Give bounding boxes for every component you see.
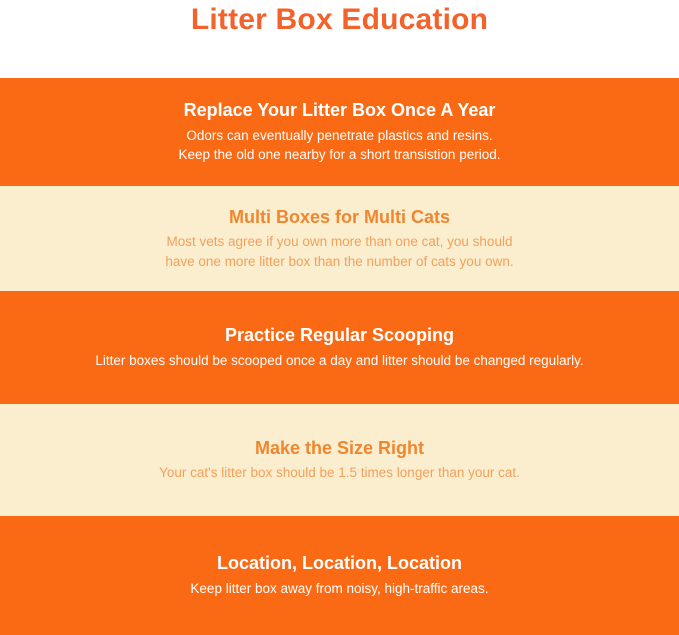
- tip-section-2: [0, 186, 679, 291]
- tip-section-4: [0, 404, 679, 516]
- tip-section-5: [0, 516, 679, 635]
- tip-line: Most vets agree if you own more than one cat, you should: [166, 234, 513, 250]
- tip-heading: Multi Boxes for Multi Cats: [228, 206, 450, 227]
- tip-line: Keep the old one nearby for a short transistion period.: [178, 147, 501, 163]
- tip-section-1: [0, 78, 679, 186]
- tip-line: Keep litter box away from noisy, high-traffic areas.: [190, 580, 489, 596]
- tip-heading: Practice Regular Scooping: [224, 325, 455, 346]
- tip-line: Litter boxes should be scooped once a day and litter should be changed regularly.: [95, 352, 584, 368]
- page-title: Litter Box Education: [190, 3, 489, 36]
- tip-line: Your cat's litter box should be 1.5 times longer than your cat.: [159, 465, 520, 481]
- tip-line: Odors can eventually penetrate plastics and resins.: [186, 127, 493, 143]
- tip-heading: Make the Size Right: [254, 437, 425, 458]
- tip-line: have one more litter box than the number of cats you own.: [165, 253, 514, 269]
- tip-heading: Location, Location, Location: [217, 553, 462, 574]
- tip-heading: Replace Your Litter Box Once A Year: [183, 100, 496, 121]
- tip-section-3: [0, 291, 679, 404]
- title-bar: [0, 0, 679, 78]
